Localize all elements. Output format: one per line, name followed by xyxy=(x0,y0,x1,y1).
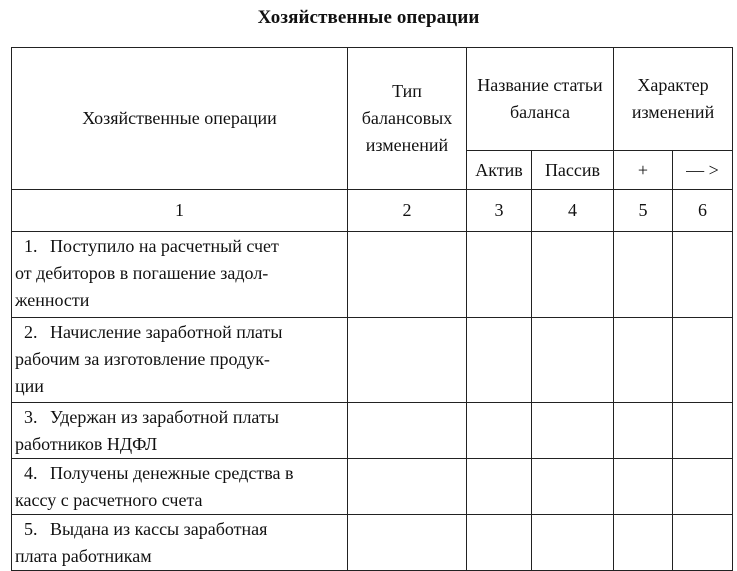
operation-cell xyxy=(12,403,348,459)
plus-cell[interactable] xyxy=(614,515,673,571)
minus-arrow-cell[interactable] xyxy=(673,459,733,515)
header-plus: + xyxy=(614,151,673,190)
operation-cell xyxy=(12,459,348,515)
active-cell[interactable] xyxy=(467,403,532,459)
active-cell[interactable] xyxy=(467,459,532,515)
operation-text-line: Начисление заработной платы xyxy=(50,322,283,342)
passive-cell[interactable] xyxy=(532,459,614,515)
operation-text-line: от дебиторов в погашение задол- xyxy=(15,263,269,283)
minus-arrow-cell[interactable] xyxy=(673,232,733,318)
header-change-character: Характер изменений xyxy=(614,48,733,151)
header-balance-article-name: Название статьи баланса xyxy=(467,48,614,151)
plus-cell[interactable] xyxy=(614,403,673,459)
column-number-1: 1 xyxy=(12,190,348,232)
balance-change-type-cell[interactable] xyxy=(348,403,467,459)
plus-cell[interactable] xyxy=(614,318,673,403)
column-number-5: 5 xyxy=(614,190,673,232)
passive-cell[interactable] xyxy=(532,318,614,403)
column-number-3: 3 xyxy=(467,190,532,232)
table-row xyxy=(12,459,733,515)
balance-change-type-cell[interactable] xyxy=(348,318,467,403)
balance-change-type-cell[interactable] xyxy=(348,232,467,318)
plus-cell[interactable] xyxy=(614,459,673,515)
passive-cell[interactable] xyxy=(532,403,614,459)
table-row xyxy=(12,515,733,571)
operation-text-line: Поступило на расчетный счет xyxy=(50,236,279,256)
minus-arrow-cell[interactable] xyxy=(673,318,733,403)
operation-text-line: ции xyxy=(15,376,44,396)
column-number-2: 2 xyxy=(348,190,467,232)
header-operations: Хозяйственные операции xyxy=(12,48,348,190)
table-row xyxy=(12,232,733,318)
column-number-4: 4 xyxy=(532,190,614,232)
operation-text-line: рабочим за изготовление продук- xyxy=(15,349,270,369)
header-minus-arrow: — > xyxy=(673,151,733,190)
operations-table xyxy=(11,47,733,571)
active-cell[interactable] xyxy=(467,318,532,403)
operation-text-line: работников НДФЛ xyxy=(15,434,158,454)
table-row xyxy=(12,403,733,459)
header-passive: Пассив xyxy=(532,151,614,190)
operation-text-line: плата работникам xyxy=(15,546,152,566)
plus-cell[interactable] xyxy=(614,232,673,318)
passive-cell[interactable] xyxy=(532,232,614,318)
balance-change-type-cell[interactable] xyxy=(348,515,467,571)
header-active: Актив xyxy=(467,151,532,190)
operation-text-line: Выдана из кассы заработная xyxy=(50,519,268,539)
page-title: Хозяйственные операции xyxy=(257,7,480,28)
operation-text-line: Получены денежные средства в xyxy=(50,463,294,483)
table-row xyxy=(12,318,733,403)
operation-number: 5. xyxy=(24,519,38,539)
column-number-6: 6 xyxy=(673,190,733,232)
operation-number: 2. xyxy=(24,322,38,342)
operation-cell xyxy=(12,232,348,318)
operation-cell xyxy=(12,515,348,571)
operation-text-line: Удержан из заработной платы xyxy=(50,407,279,427)
minus-arrow-cell[interactable] xyxy=(673,515,733,571)
passive-cell[interactable] xyxy=(532,515,614,571)
balance-change-type-cell[interactable] xyxy=(348,459,467,515)
operation-number: 1. xyxy=(24,236,38,256)
active-cell[interactable] xyxy=(467,515,532,571)
operation-number: 3. xyxy=(24,407,38,427)
active-cell[interactable] xyxy=(467,232,532,318)
operation-text-line: женности xyxy=(15,290,90,310)
operation-cell xyxy=(12,318,348,403)
operation-number: 4. xyxy=(24,463,38,483)
minus-arrow-cell[interactable] xyxy=(673,403,733,459)
header-balance-change-type: Тип балансовых изменений xyxy=(348,48,467,190)
operation-text-line: кассу с расчетного счета xyxy=(15,490,203,510)
